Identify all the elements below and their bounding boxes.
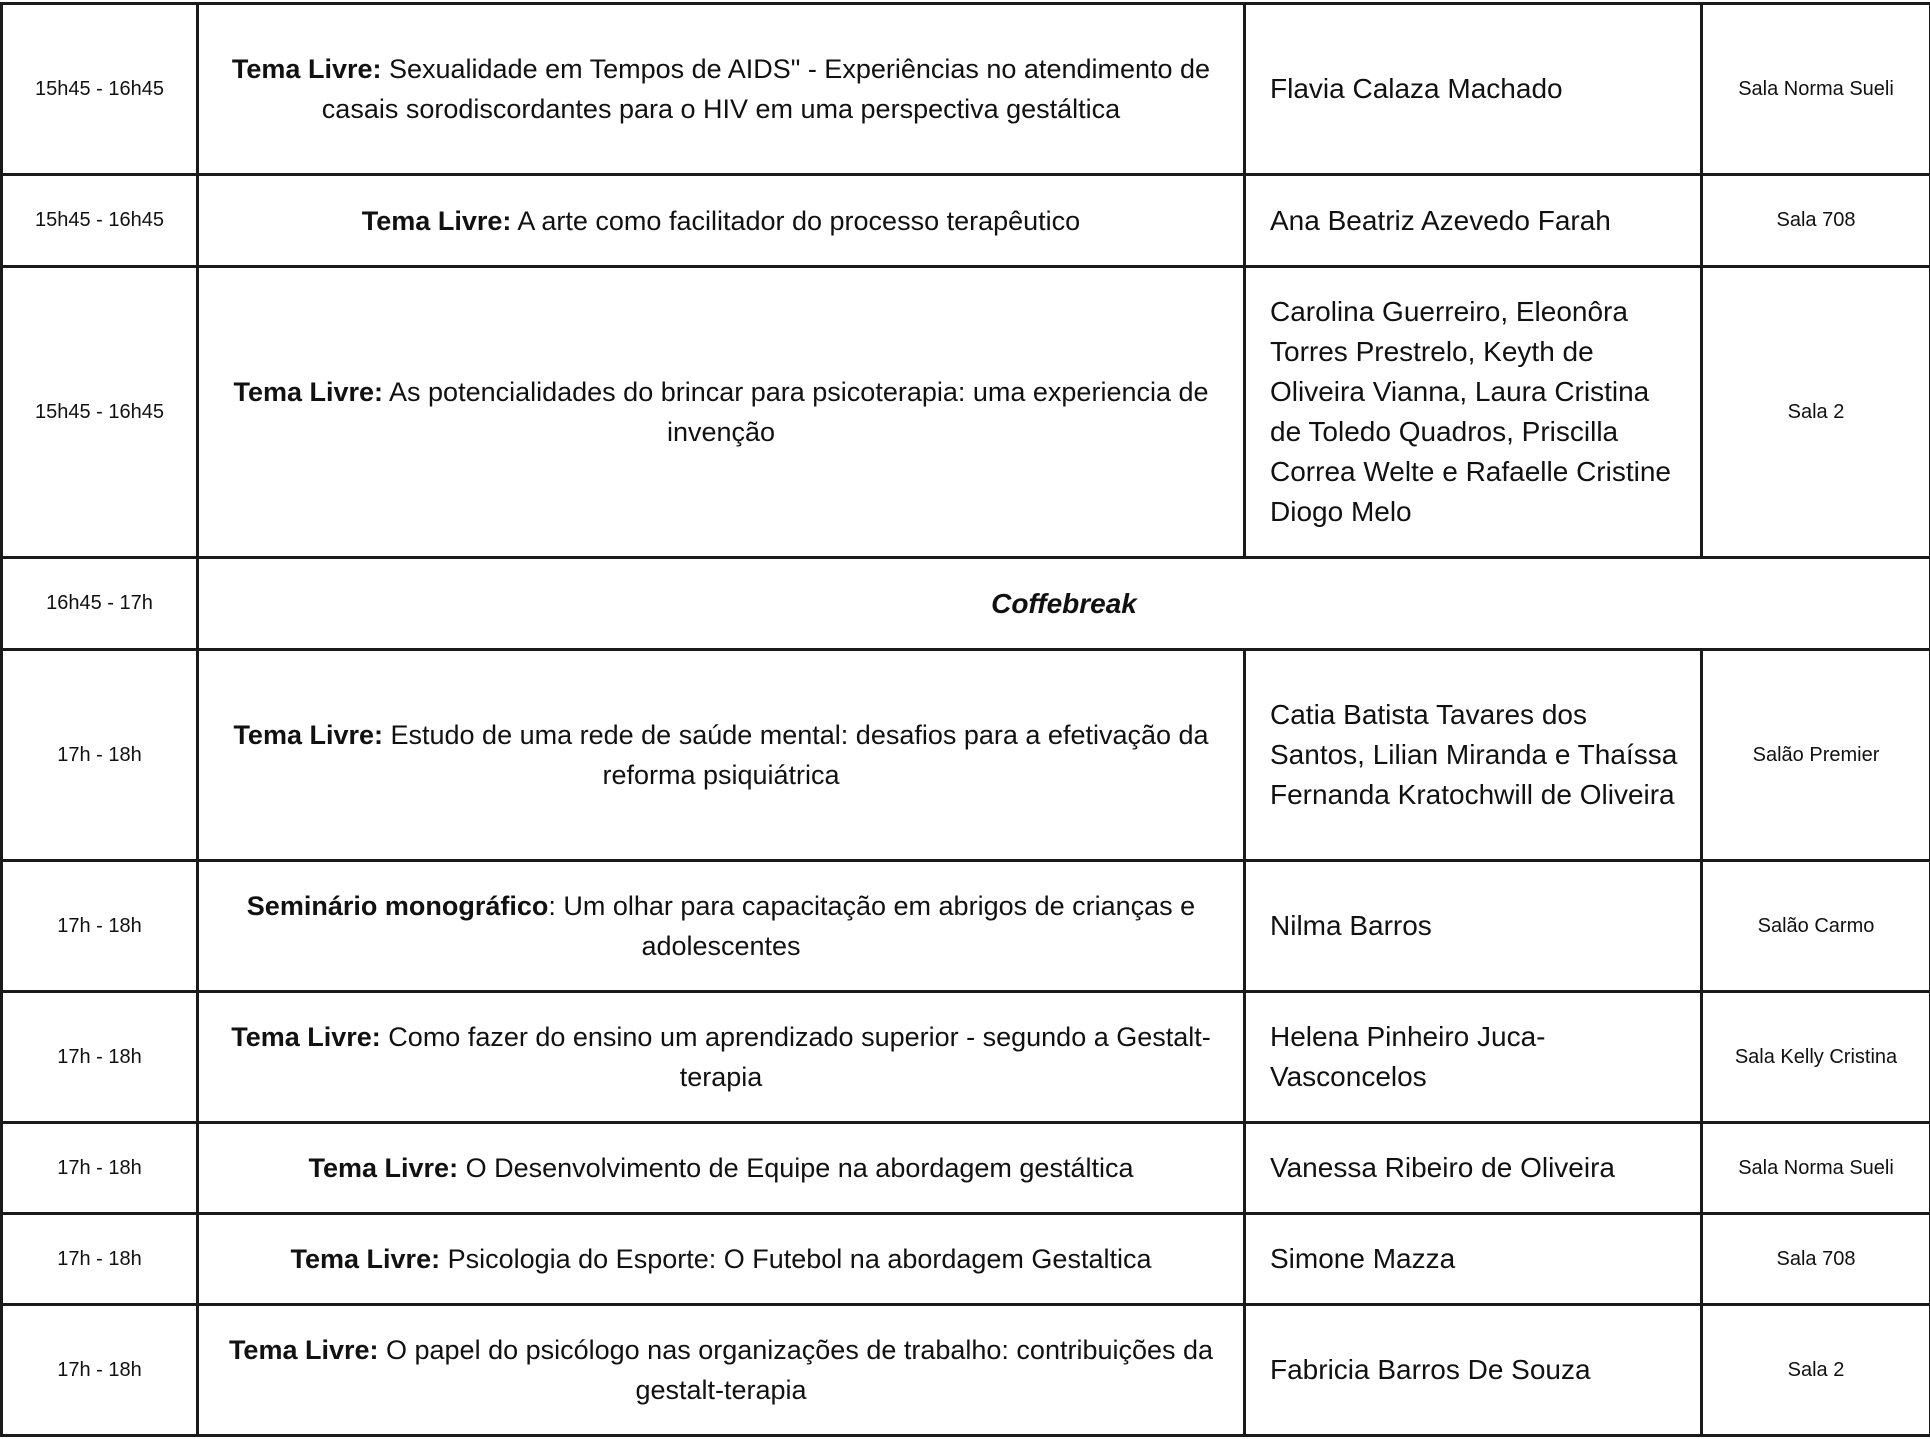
- time-cell: 15h45 - 16h45: [2, 4, 198, 175]
- table-row: [2, 1214, 1930, 1305]
- session-title: Como fazer do ensino um aprendizado superior - segundo a Gestalt-terapia: [380, 1022, 1211, 1092]
- time-cell: 17h - 18h: [2, 1305, 198, 1436]
- session-type-label: Tema Livre:: [228, 1335, 379, 1365]
- time-cell: 17h - 18h: [2, 861, 198, 992]
- room-cell: Sala 2: [1702, 1305, 1930, 1436]
- session-title: Estudo de uma rede de saúde mental: desafios para a efetivação da reforma psiquiátrica: [383, 720, 1209, 790]
- session-type-label: Tema Livre:: [233, 720, 383, 750]
- session-type-label: Tema Livre:: [231, 54, 382, 84]
- time-cell: 17h - 18h: [2, 992, 198, 1123]
- room-cell: Sala Norma Sueli: [1702, 4, 1930, 175]
- session-title-cell: [198, 4, 1245, 175]
- author-cell: Catia Batista Tavares dos Santos, Lilian Miranda e Thaíssa Fernanda Kratochwill de Oliveira: [1245, 650, 1702, 861]
- time-cell: 15h45 - 16h45: [2, 175, 198, 267]
- coffee-break-label: Coffebreak: [198, 558, 1930, 650]
- room-cell: Salão Premier: [1702, 650, 1930, 861]
- session-type-label: Tema Livre:: [290, 1244, 441, 1274]
- table-row: [2, 1305, 1930, 1436]
- session-title-cell: [198, 650, 1245, 861]
- table-row: [2, 4, 1930, 175]
- session-title-cell: [198, 175, 1245, 267]
- time-cell: 15h45 - 16h45: [2, 267, 198, 558]
- room-cell: Sala 2: [1702, 267, 1930, 558]
- session-type-label: Tema Livre:: [361, 205, 512, 236]
- session-title: A arte como facilitador do processo terapêutico: [511, 205, 1081, 236]
- author-cell: Carolina Guerreiro, Eleonôra Torres Prestrelo, Keyth de Oliveira Vianna, Laura Cristina de Toledo Quadros, Priscilla Correa Welte e Rafaelle Cristine Diogo Melo: [1245, 267, 1702, 558]
- author-cell: Simone Mazza: [1245, 1214, 1702, 1305]
- session-type-label: Tema Livre:: [233, 377, 384, 407]
- session-title-cell: [198, 1123, 1245, 1214]
- table-row-break: [2, 558, 1930, 650]
- room-cell: Sala 708: [1702, 175, 1930, 267]
- session-title-cell: [198, 1305, 1245, 1436]
- table-row: [2, 861, 1930, 992]
- session-title: O Desenvolvimento de Equipe na abordagem gestáltica: [458, 1153, 1134, 1183]
- session-title: O papel do psicólogo nas organizações de trabalho: contribuições da gestalt-terapia: [378, 1335, 1214, 1405]
- session-title-cell: [198, 992, 1245, 1123]
- table-row: [2, 1123, 1930, 1214]
- time-cell: 16h45 - 17h: [2, 558, 198, 650]
- table-row: [2, 175, 1930, 267]
- session-title: As potencialidades do brincar para psicoterapia: uma experiencia de invenção: [383, 377, 1209, 447]
- room-cell: Sala Norma Sueli: [1702, 1123, 1930, 1214]
- author-cell: Ana Beatriz Azevedo Farah: [1245, 175, 1702, 267]
- session-title: : Um olhar para capacitação em abrigos de crianças e adolescentes: [548, 891, 1196, 961]
- author-cell: Fabricia Barros De Souza: [1245, 1305, 1702, 1436]
- table-row: [2, 992, 1930, 1123]
- table-row: [2, 267, 1930, 558]
- schedule-table: [0, 2, 1930, 1437]
- table-row: [2, 650, 1930, 861]
- author-cell: Vanessa Ribeiro de Oliveira: [1245, 1123, 1702, 1214]
- session-type-label: Tema Livre:: [231, 1022, 381, 1052]
- time-cell: 17h - 18h: [2, 650, 198, 861]
- session-title-cell: [198, 1214, 1245, 1305]
- session-type-label: Seminário monográfico: [246, 891, 549, 921]
- room-cell: Salão Carmo: [1702, 861, 1930, 992]
- session-title: Psicologia do Esporte: O Futebol na abordagem Gestaltica: [440, 1244, 1152, 1274]
- session-title-cell: [198, 267, 1245, 558]
- time-cell: 17h - 18h: [2, 1214, 198, 1305]
- author-cell: Flavia Calaza Machado: [1245, 4, 1702, 175]
- session-type-label: Tema Livre:: [308, 1153, 459, 1183]
- session-title-cell: [198, 861, 1245, 992]
- author-cell: Helena Pinheiro Juca-Vasconcelos: [1245, 992, 1702, 1123]
- author-cell: Nilma Barros: [1245, 861, 1702, 992]
- session-title: Sexualidade em Tempos de AIDS" - Experiências no atendimento de casais sorodiscordantes para o HIV em uma perspectiva gestáltica: [321, 54, 1211, 124]
- room-cell: Sala 708: [1702, 1214, 1930, 1305]
- time-cell: 17h - 18h: [2, 1123, 198, 1214]
- room-cell: Sala Kelly Cristina: [1702, 992, 1930, 1123]
